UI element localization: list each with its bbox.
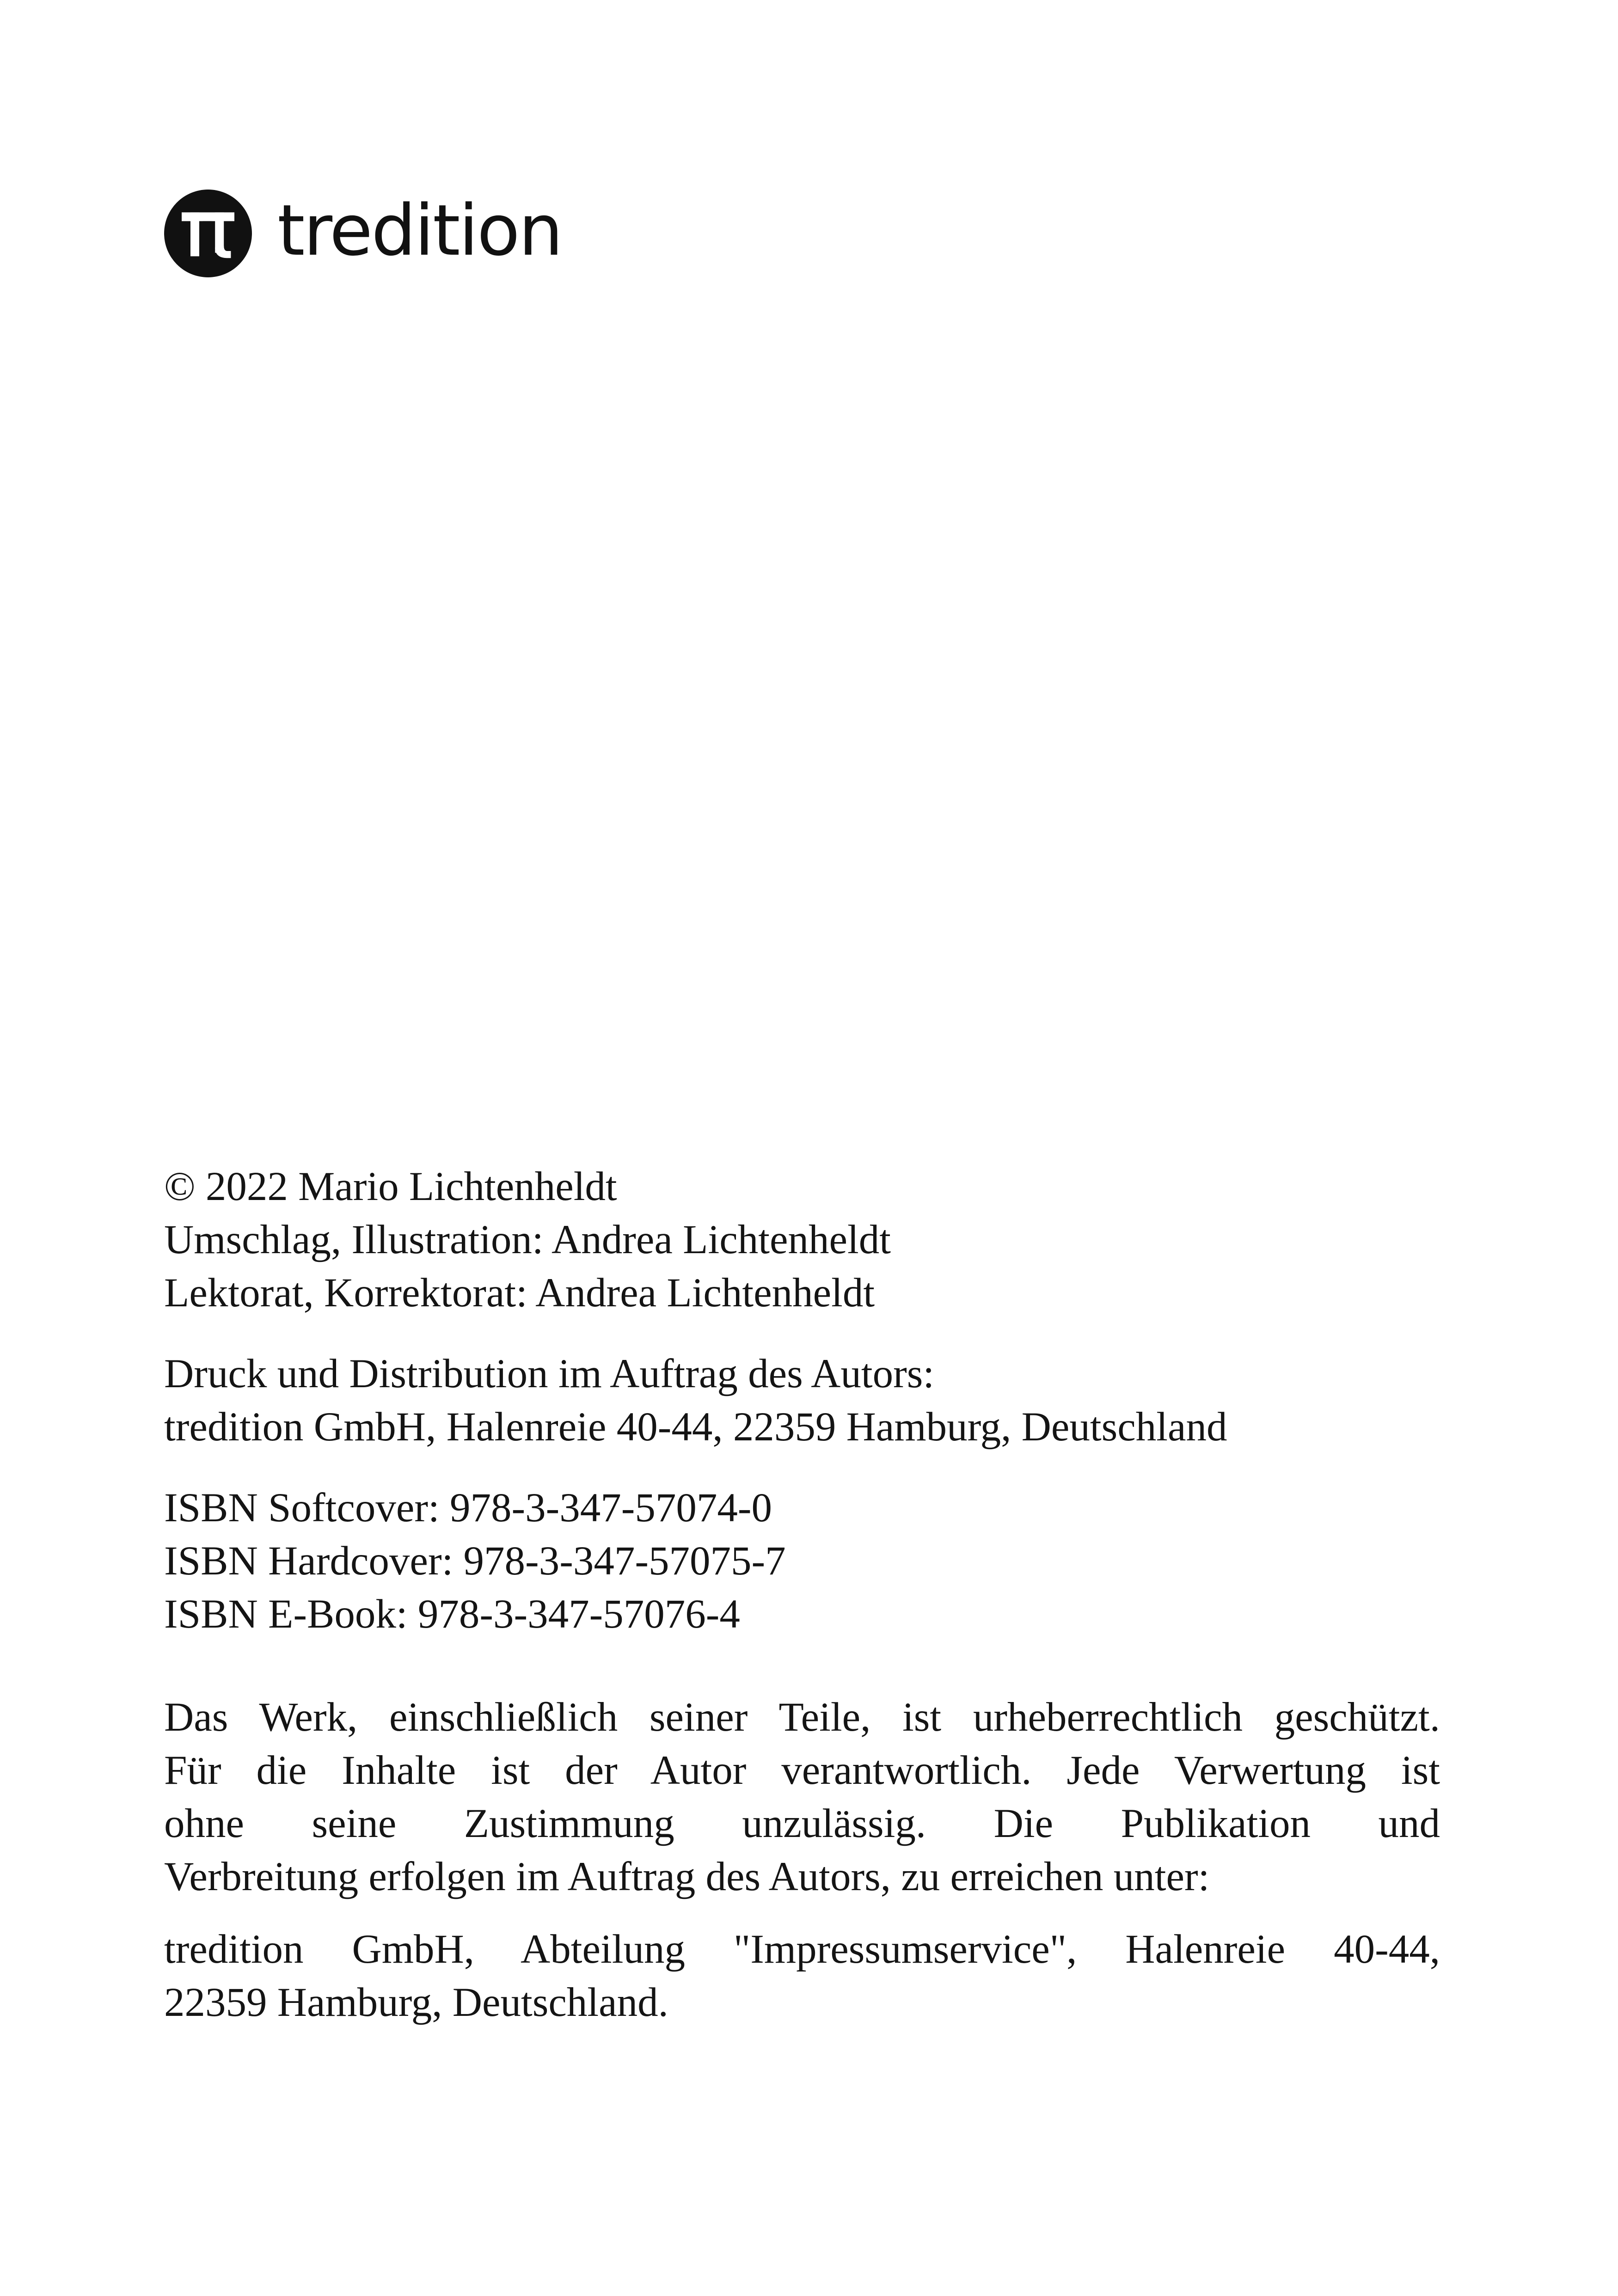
copyright-line: © 2022 Mario Lichtenheldt bbox=[164, 1164, 617, 1209]
notice-line-1: Das Werk, einschließlich seiner Teile, ist urheberrechtlich geschützt. bbox=[164, 1695, 1440, 1740]
notice-line-3: ohne seine Zustimmung unzulässig. Die Publikation und bbox=[164, 1801, 1440, 1846]
distribution-heading: Druck und Distribution im Auftrag des Autors: bbox=[164, 1351, 935, 1396]
publisher-logo bbox=[164, 187, 562, 280]
distribution-address: tredition GmbH, Halenreie 40-44, 22359 Hamburg, Deutschland bbox=[164, 1404, 1227, 1450]
notice-line-4: Verbreitung erfolgen im Auftrag des Autors, zu erreichen unter: bbox=[164, 1854, 1210, 1899]
notice-line-2: Für die Inhalte ist der Autor verantwortlich. Jede Verwertung ist bbox=[164, 1748, 1440, 1793]
logo-wordmark: tredition bbox=[277, 190, 562, 271]
isbn-ebook: ISBN E-Book: 978-3-347-57076-4 bbox=[164, 1592, 740, 1637]
tredition-logo-icon bbox=[164, 190, 252, 277]
contact-line-2: 22359 Hamburg, Deutschland. bbox=[164, 1980, 668, 2025]
cover-credit: Umschlag, Illustration: Andrea Lichtenheldt bbox=[164, 1217, 891, 1262]
isbn-softcover: ISBN Softcover: 978-3-347-57074-0 bbox=[164, 1485, 772, 1531]
contact-line-1: tredition GmbH, Abteilung "Impressumservice", Halenreie 40-44, bbox=[164, 1927, 1440, 1972]
imprint-text bbox=[164, 1160, 1440, 2029]
editing-credit: Lektorat, Korrektorat: Andrea Lichtenheldt bbox=[164, 1270, 875, 1316]
isbn-hardcover: ISBN Hardcover: 978-3-347-57075-7 bbox=[164, 1538, 786, 1584]
